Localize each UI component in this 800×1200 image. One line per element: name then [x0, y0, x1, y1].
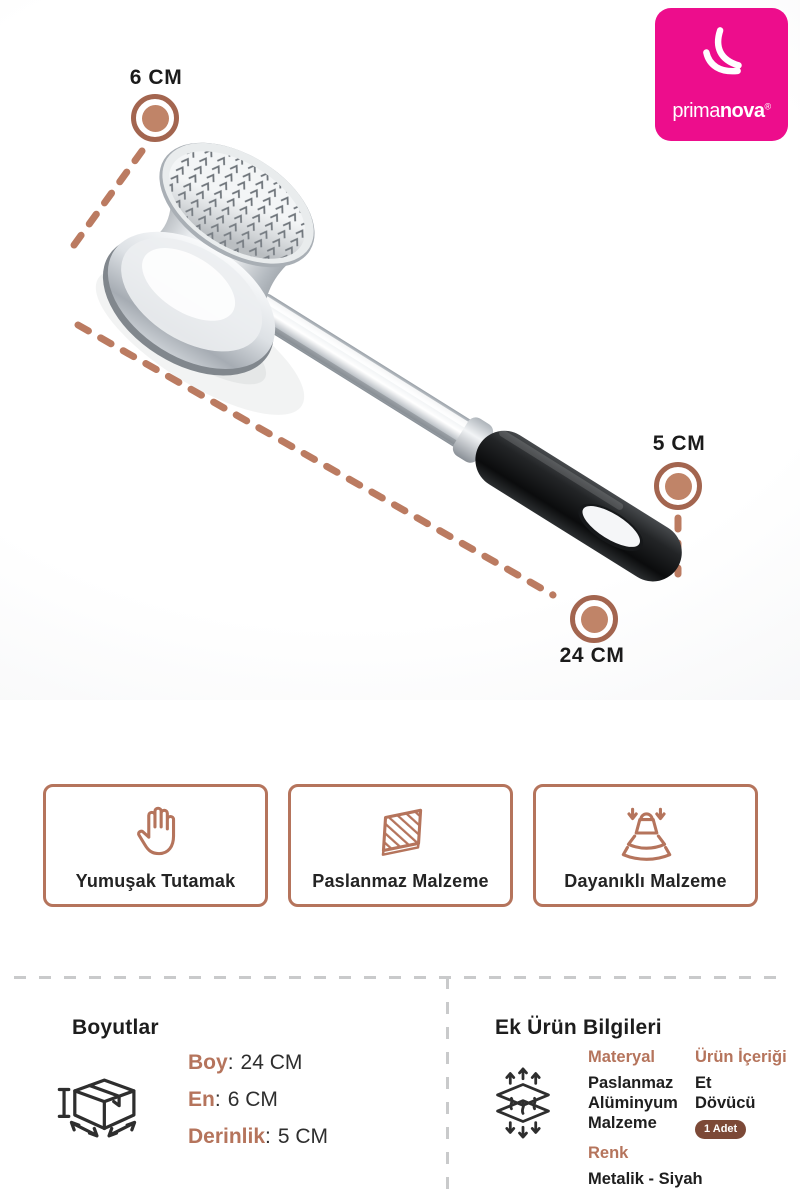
material-label: Materyal — [588, 1048, 655, 1066]
length-label: 24 CM — [559, 644, 625, 667]
feature-box-stainless — [288, 784, 513, 907]
dimension-row-depth — [188, 1125, 328, 1149]
material-column — [588, 1048, 703, 1189]
length-marker — [570, 595, 618, 643]
color-label: Renk — [588, 1144, 629, 1162]
material-value: Paslanmaz Alüminyum Malzeme — [588, 1074, 678, 1132]
horizontal-dashed-divider — [14, 976, 786, 979]
feature-label: Paslanmaz Malzeme — [312, 871, 489, 891]
extra-info-title: Ek Ürün Bilgileri — [495, 1016, 662, 1039]
durable-weight-icon — [613, 800, 679, 866]
quantity-badge: 1 Adet — [695, 1120, 746, 1139]
content-label: Ürün İçeriği — [695, 1048, 787, 1066]
feature-label: Yumuşak Tutamak — [75, 871, 236, 891]
depth-label: 5 CM — [652, 432, 706, 455]
logo-brand-regular: prima — [672, 100, 720, 122]
head-width-label: 6 CM — [129, 66, 183, 89]
dimension-value: 6 CM — [227, 1088, 278, 1111]
dimension-separator: : — [227, 1051, 234, 1074]
dimension-rows — [188, 1051, 328, 1162]
dimension-label: Boy — [188, 1051, 228, 1074]
dimension-separator: : — [265, 1125, 271, 1148]
feature-box-durable — [533, 784, 758, 907]
dimensions-title: Boyutlar — [72, 1016, 159, 1039]
dimension-label: Derinlik — [188, 1125, 266, 1148]
stainless-sheet-icon — [368, 800, 434, 866]
vertical-dashed-divider — [446, 977, 449, 1200]
content-value: Et Dövücü — [695, 1074, 756, 1112]
marker-dot — [142, 105, 169, 132]
primanova-logo — [655, 8, 788, 141]
head-width-marker — [131, 94, 179, 142]
dimension-row-length — [188, 1051, 328, 1075]
dimension-row-width — [188, 1088, 328, 1112]
logo-wordmark — [672, 100, 770, 123]
marker-dot — [665, 473, 692, 500]
feature-label: Dayanıklı Malzeme — [564, 871, 727, 891]
color-value: Metalik - Siyah — [588, 1170, 703, 1188]
material-layers-icon — [486, 1066, 560, 1140]
hand-icon — [123, 800, 189, 866]
dimension-label: En — [188, 1088, 215, 1111]
content-column — [695, 1048, 795, 1139]
marker-dot — [581, 606, 608, 633]
dimension-value: 24 CM — [240, 1051, 303, 1074]
package-box-icon — [56, 1074, 150, 1148]
dimension-value: 5 CM — [277, 1125, 329, 1148]
registered-mark: ® — [764, 101, 771, 112]
depth-marker — [654, 462, 702, 510]
feature-box-soft-handle — [43, 784, 268, 907]
tenderizer-head — [75, 117, 354, 404]
logo-swoosh-icon — [676, 12, 768, 104]
dimension-separator: : — [214, 1088, 221, 1111]
logo-brand-bold: nova — [719, 100, 765, 122]
